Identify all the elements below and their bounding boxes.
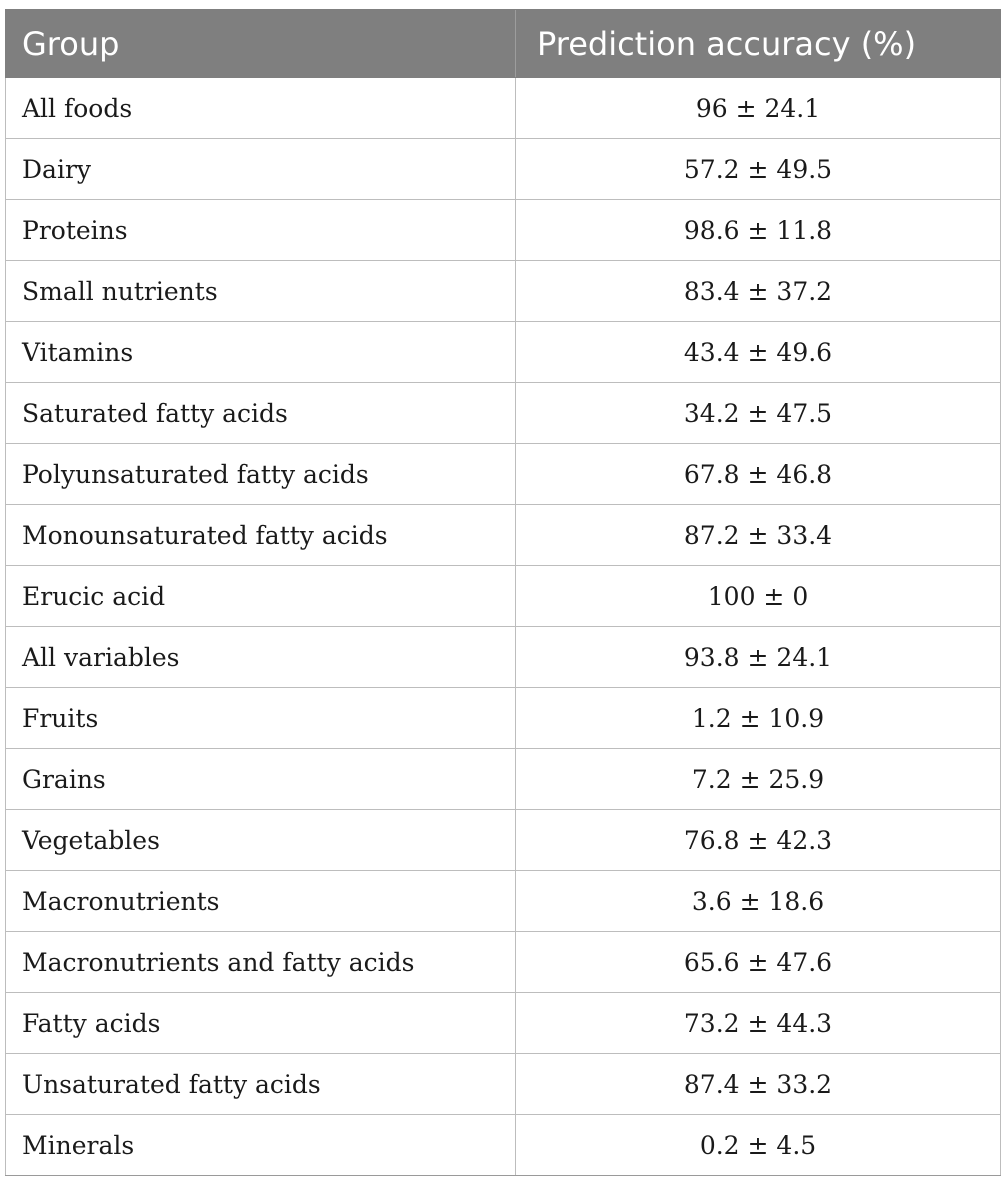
accuracy-cell: 57.2 ± 49.5 [516, 139, 1001, 200]
accuracy-cell: 65.6 ± 47.6 [516, 932, 1001, 993]
group-cell: Vitamins [6, 322, 516, 383]
group-cell: Vegetables [6, 810, 516, 871]
group-cell: Fruits [6, 688, 516, 749]
accuracy-cell: 0.2 ± 4.5 [516, 1115, 1001, 1176]
table-row [6, 200, 1001, 261]
table-row [6, 810, 1001, 871]
group-cell: Saturated fatty acids [6, 383, 516, 444]
group-cell: Macronutrients [6, 871, 516, 932]
accuracy-cell: 34.2 ± 47.5 [516, 383, 1001, 444]
table-row [6, 1115, 1001, 1176]
accuracy-cell: 7.2 ± 25.9 [516, 749, 1001, 810]
table-row [6, 139, 1001, 200]
accuracy-cell: 100 ± 0 [516, 566, 1001, 627]
table-row [6, 505, 1001, 566]
group-cell: Proteins [6, 200, 516, 261]
table-header [6, 10, 1001, 78]
group-cell: Fatty acids [6, 993, 516, 1054]
accuracy-cell: 73.2 ± 44.3 [516, 993, 1001, 1054]
group-cell: Small nutrients [6, 261, 516, 322]
group-cell: Unsaturated fatty acids [6, 1054, 516, 1115]
table-row [6, 749, 1001, 810]
table-row [6, 993, 1001, 1054]
table-row [6, 688, 1001, 749]
group-cell: Dairy [6, 139, 516, 200]
accuracy-cell: 87.4 ± 33.2 [516, 1054, 1001, 1115]
group-cell: Polyunsaturated fatty acids [6, 444, 516, 505]
table-body [6, 78, 1001, 1176]
group-cell: All foods [6, 78, 516, 139]
column-header-group: Group [6, 10, 516, 78]
accuracy-cell: 76.8 ± 42.3 [516, 810, 1001, 871]
table-row [6, 932, 1001, 993]
table-row [6, 871, 1001, 932]
table-row [6, 78, 1001, 139]
group-cell: All variables [6, 627, 516, 688]
accuracy-cell: 87.2 ± 33.4 [516, 505, 1001, 566]
accuracy-cell: 96 ± 24.1 [516, 78, 1001, 139]
table-row [6, 322, 1001, 383]
accuracy-cell: 93.8 ± 24.1 [516, 627, 1001, 688]
accuracy-cell: 3.6 ± 18.6 [516, 871, 1001, 932]
group-cell: Minerals [6, 1115, 516, 1176]
accuracy-cell: 67.8 ± 46.8 [516, 444, 1001, 505]
header-row [6, 10, 1001, 78]
table-row [6, 1054, 1001, 1115]
group-cell: Grains [6, 749, 516, 810]
accuracy-cell: 98.6 ± 11.8 [516, 200, 1001, 261]
accuracy-cell: 1.2 ± 10.9 [516, 688, 1001, 749]
group-cell: Macronutrients and fatty acids [6, 932, 516, 993]
table-row [6, 383, 1001, 444]
table-row [6, 444, 1001, 505]
prediction-accuracy-table [5, 9, 1001, 1176]
table-row [6, 261, 1001, 322]
table-row [6, 566, 1001, 627]
group-cell: Erucic acid [6, 566, 516, 627]
column-header-accuracy: Prediction accuracy (%) [516, 10, 1001, 78]
group-cell: Monounsaturated fatty acids [6, 505, 516, 566]
accuracy-cell: 43.4 ± 49.6 [516, 322, 1001, 383]
accuracy-cell: 83.4 ± 37.2 [516, 261, 1001, 322]
table-row [6, 627, 1001, 688]
